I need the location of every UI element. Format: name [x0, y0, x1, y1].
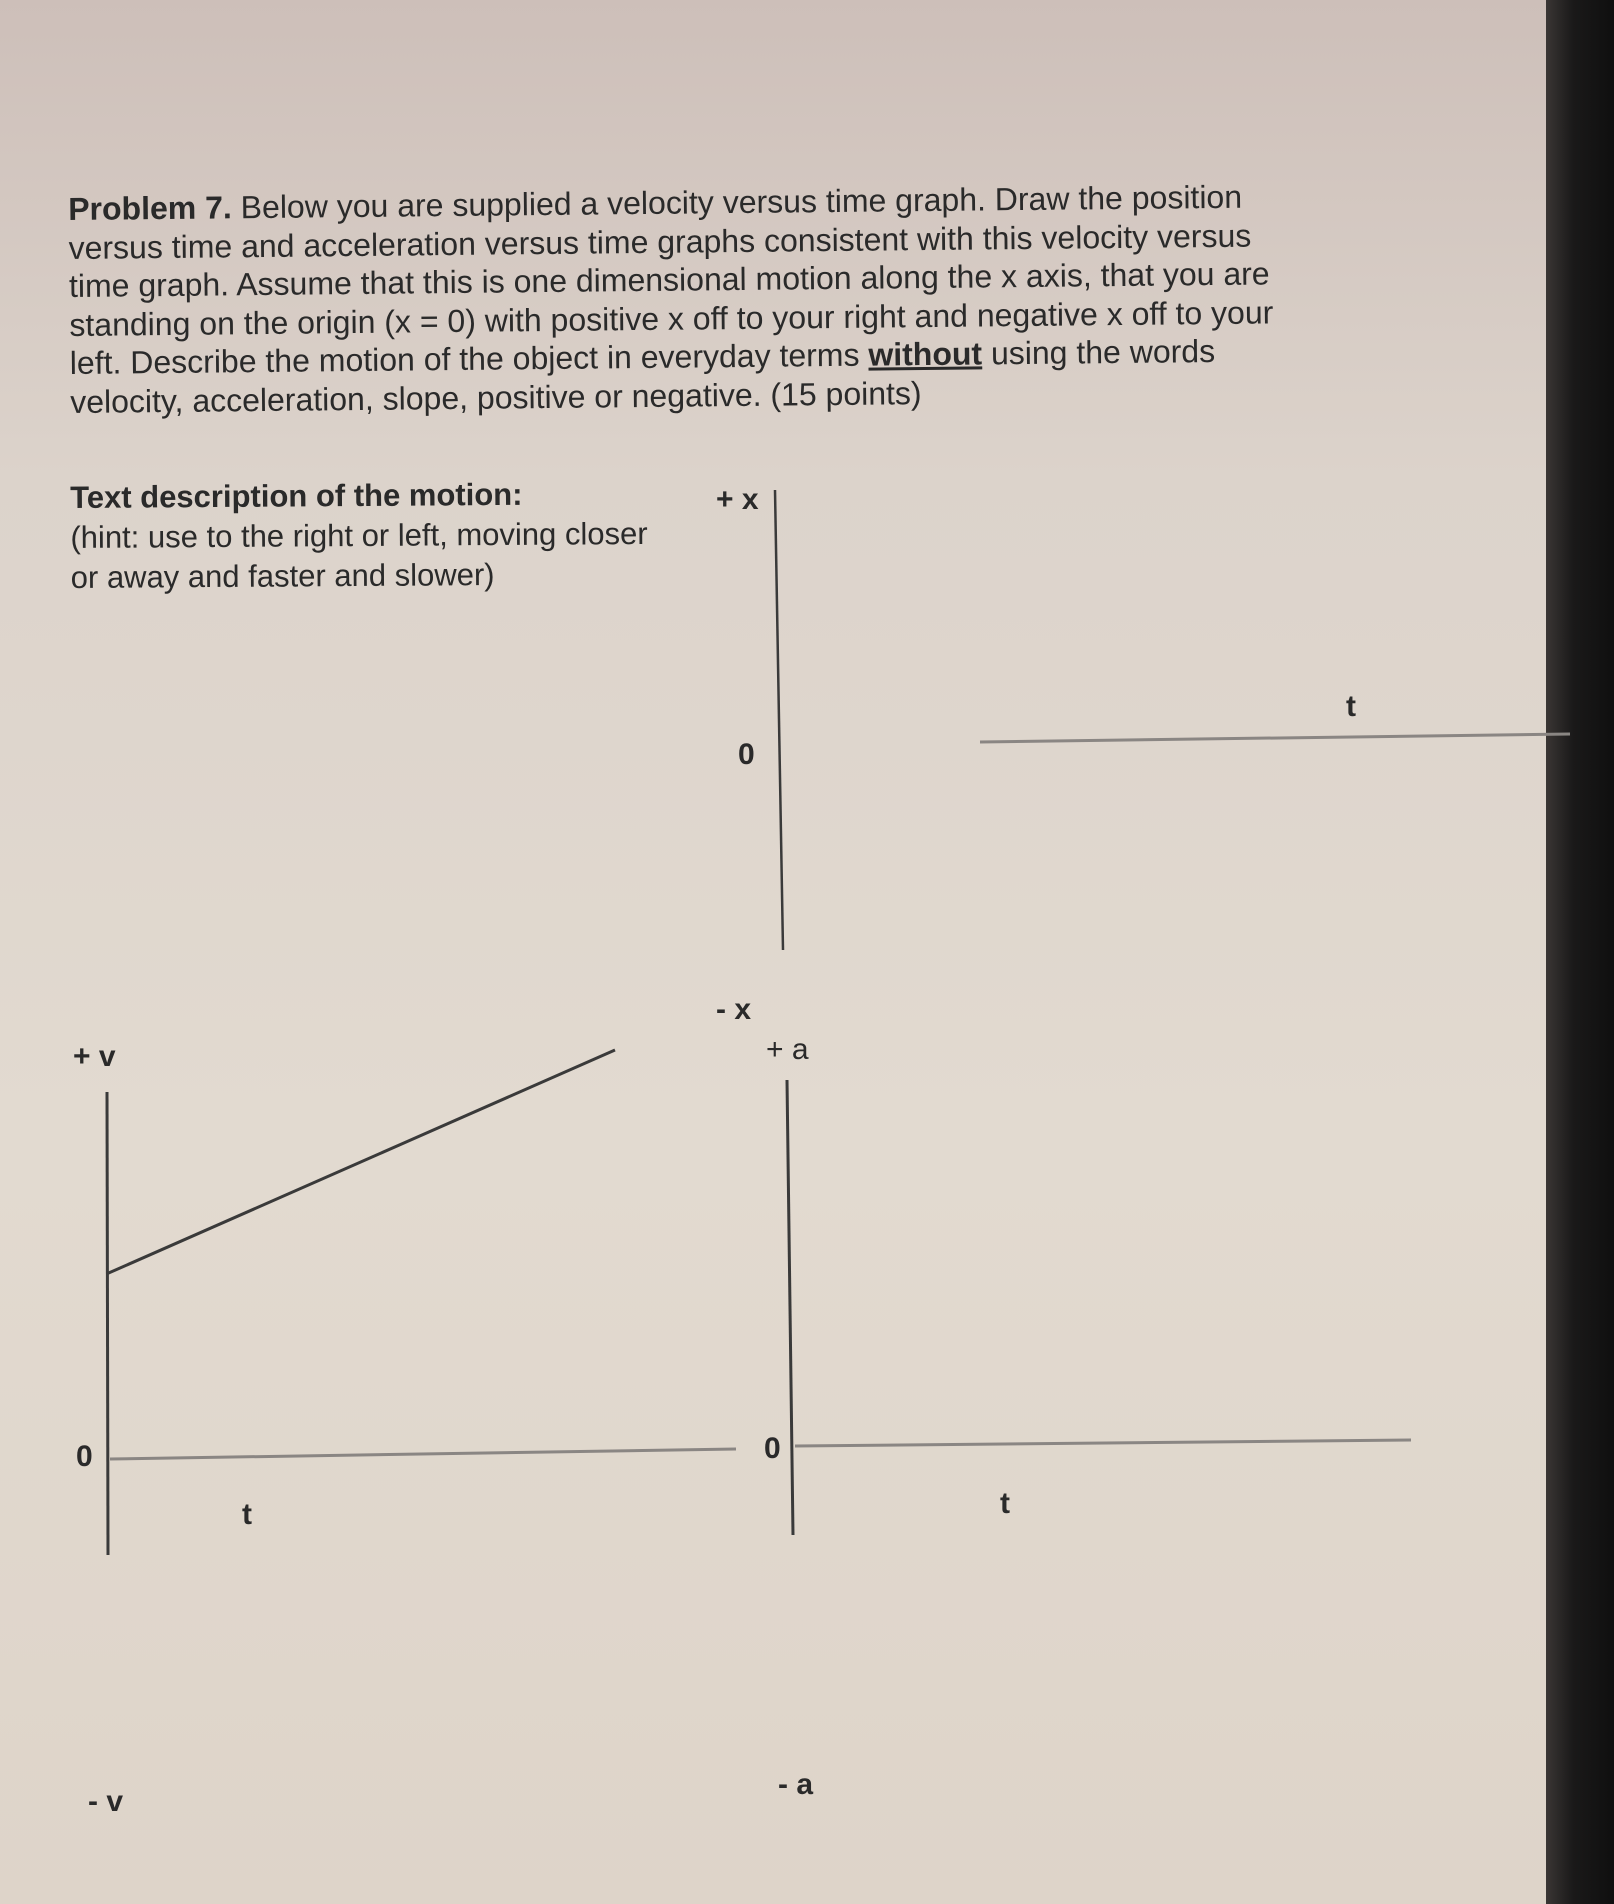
accel-t-axis — [795, 1440, 1411, 1446]
velocity-t-axis — [110, 1449, 736, 1459]
position-t-axis — [980, 734, 1570, 742]
velocity-t-label: t — [242, 1498, 252, 1531]
problem-line-4: standing on the origin (x = 0) with positive x off to your right and negative x off to your — [69, 293, 1274, 343]
description-title: Text description of the motion: — [70, 476, 523, 515]
velocity-y-axis — [107, 1092, 108, 1555]
problem-line-6: velocity, acceleration, slope, positive or negative. (15 points) — [70, 374, 922, 420]
hint-line-2: or away and faster and slower) — [70, 557, 495, 595]
position-t-label: t — [1346, 690, 1356, 723]
velocity-zero-label: 0 — [76, 1440, 93, 1473]
emphasis-without: without — [868, 335, 983, 373]
velocity-line-segment — [108, 1050, 615, 1273]
problem-line-3: time graph. Assume that this is one dimensional motion along the x axis, that you are — [68, 255, 1270, 304]
problem-line-2: versus time and acceleration versus time graphs consistent with this velocity versus — [68, 217, 1252, 266]
velocity-pos-label: + v — [73, 1040, 116, 1073]
accel-neg-label: - a — [778, 1768, 814, 1801]
accel-zero-label: 0 — [764, 1432, 781, 1465]
position-y-axis — [775, 490, 783, 950]
position-zero-label: 0 — [738, 738, 755, 771]
hint-line-1: (hint: use to the right or left, moving closer — [70, 515, 648, 555]
position-pos-label: + x — [716, 483, 759, 516]
problem-line-5: left. Describe the motion of the object in everyday terms — [69, 336, 860, 381]
problem-line-5b: using the words — [990, 332, 1216, 372]
accel-pos-label: + a — [766, 1033, 809, 1066]
problem-label: Problem 7. — [68, 189, 232, 227]
velocity-neg-label: - v — [88, 1785, 124, 1818]
accel-y-axis — [787, 1080, 793, 1535]
position-neg-label: - x — [716, 993, 752, 1026]
velocity-series — [108, 1050, 615, 1273]
accel-t-label: t — [1000, 1487, 1010, 1520]
problem-line-1: Below you are supplied a velocity versus time graph. Draw the position — [240, 178, 1243, 226]
